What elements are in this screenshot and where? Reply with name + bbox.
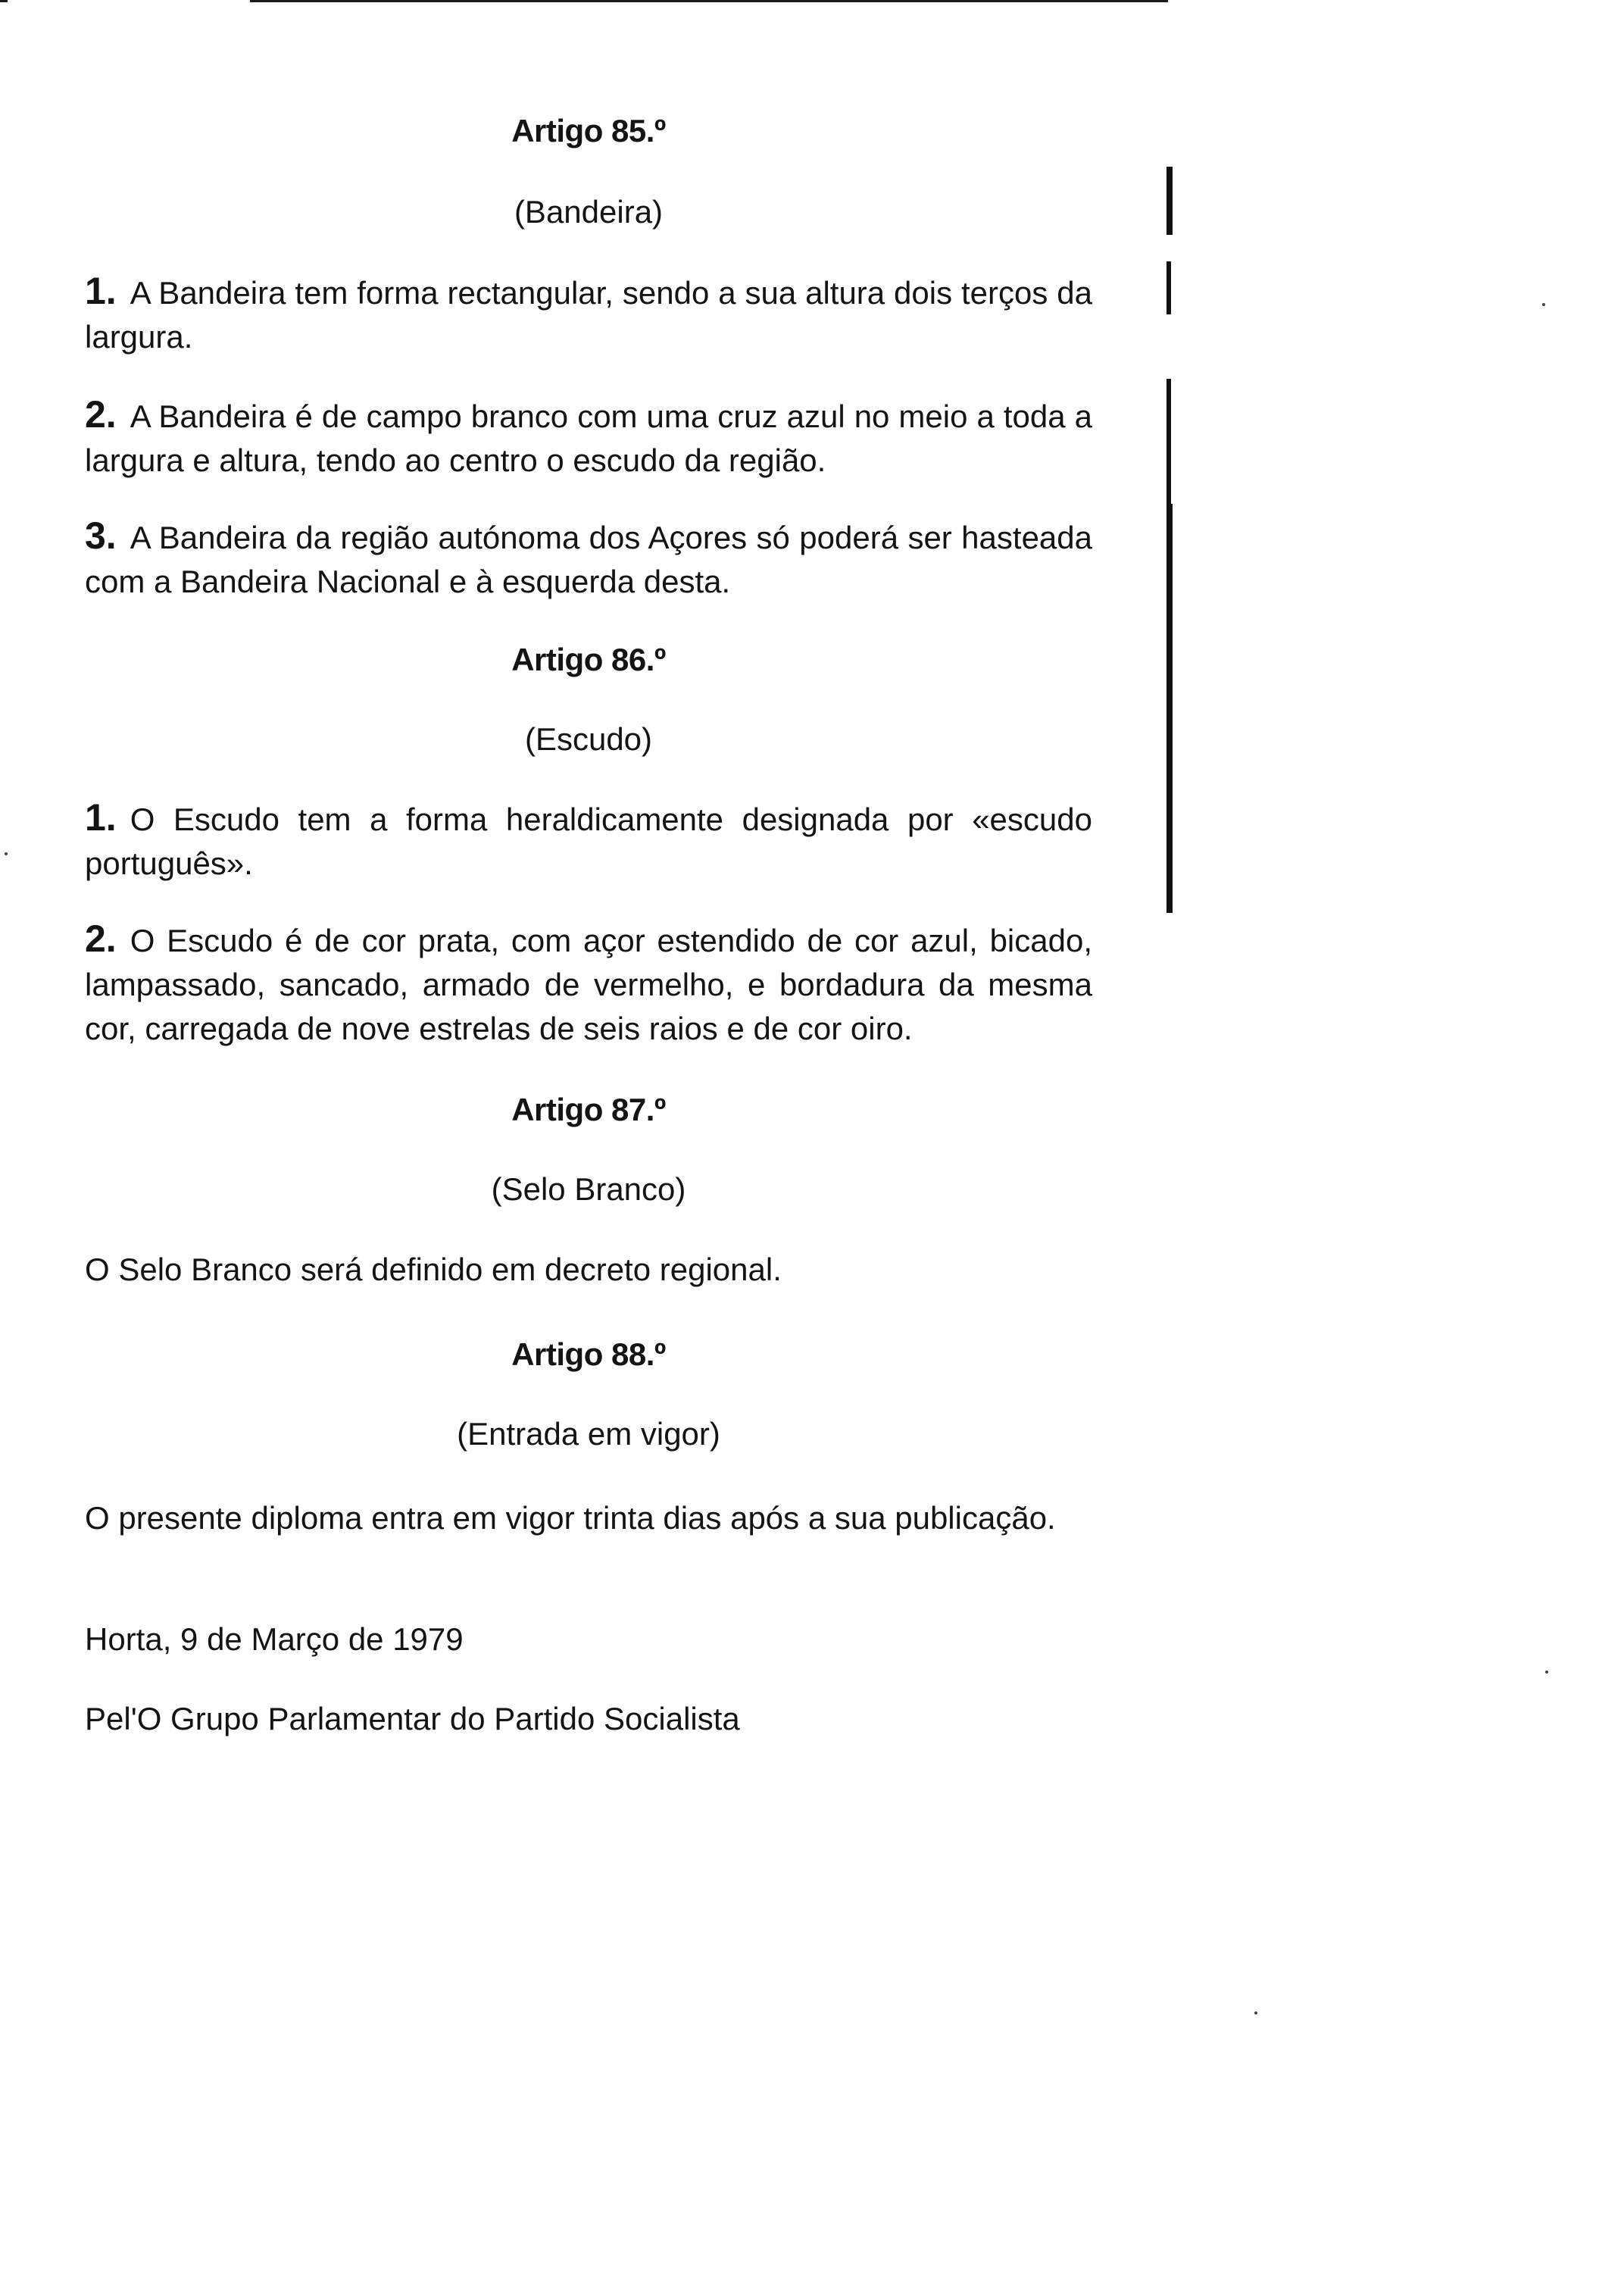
place-date: Horta, 9 de Março de 1979 (85, 1621, 464, 1657)
article-87-body: O Selo Branco será definido em decreto regional. (85, 1252, 782, 1287)
article-86-heading: Artigo 86.º (511, 642, 666, 677)
article-88-body: O presente diploma entra em vigor trinta dias após a sua publicação. (85, 1500, 1056, 1536)
paragraph-number: 2. (85, 917, 117, 960)
paragraph-text: A Bandeira da região autónoma dos Açores só poderá ser hasteada com a Bandeira Nacional e à esquerda desta. (85, 520, 1092, 599)
article-85-paragraph-2 (85, 392, 1092, 483)
article-86-subtitle: (Escudo) (524, 721, 653, 757)
article-85-heading: Artigo 85.º (511, 113, 666, 148)
paragraph-number: 1. (85, 796, 117, 839)
article-87-subtitle: (Selo Branco) (491, 1171, 686, 1207)
paragraph-text: A Bandeira tem forma rectangular, sendo a sua altura dois terços da largura. (85, 275, 1092, 355)
scan-speck (1542, 303, 1545, 306)
scan-speck (1545, 1671, 1548, 1674)
scan-speck (5, 852, 8, 855)
article-85-paragraph-3 (85, 514, 1092, 604)
paragraph-number: 2. (85, 393, 117, 436)
article-87-heading: Artigo 87.º (511, 1092, 666, 1127)
scan-edge-mark (0, 0, 8, 2)
margin-line (1166, 167, 1173, 235)
paragraph-number: 3. (85, 514, 117, 557)
paragraph-text: O Escudo tem a forma heraldicamente designada por «escudo português». (85, 802, 1092, 881)
margin-line (1166, 379, 1171, 508)
paragraph-number: 1. (85, 270, 117, 312)
signature-line: Pel'O Grupo Parlamentar do Partido Socialista (85, 1701, 740, 1736)
article-86-paragraph-1 (85, 795, 1092, 886)
article-85-subtitle: (Bandeira) (514, 194, 664, 230)
article-88-heading: Artigo 88.º (511, 1336, 666, 1372)
article-86-paragraph-2 (85, 917, 1092, 1051)
scan-speck (1254, 2011, 1257, 2014)
paragraph-text: A Bandeira é de campo branco com uma cruz azul no meio a toda a largura e altura, tendo ao centro o escudo da região. (85, 399, 1092, 478)
article-85-paragraph-1 (85, 269, 1092, 359)
article-88-subtitle: (Entrada em vigor) (457, 1416, 720, 1452)
margin-line (1166, 504, 1173, 913)
margin-line (1166, 261, 1171, 314)
paragraph-text: O Escudo é de cor prata, com açor estendido de cor azul, bicado, lampassado, sancado, armado de vermelho, e bordadura da mesma cor, carregada de nove estrelas de seis raios e de cor oiro. (85, 923, 1092, 1046)
top-rule (250, 0, 1168, 2)
